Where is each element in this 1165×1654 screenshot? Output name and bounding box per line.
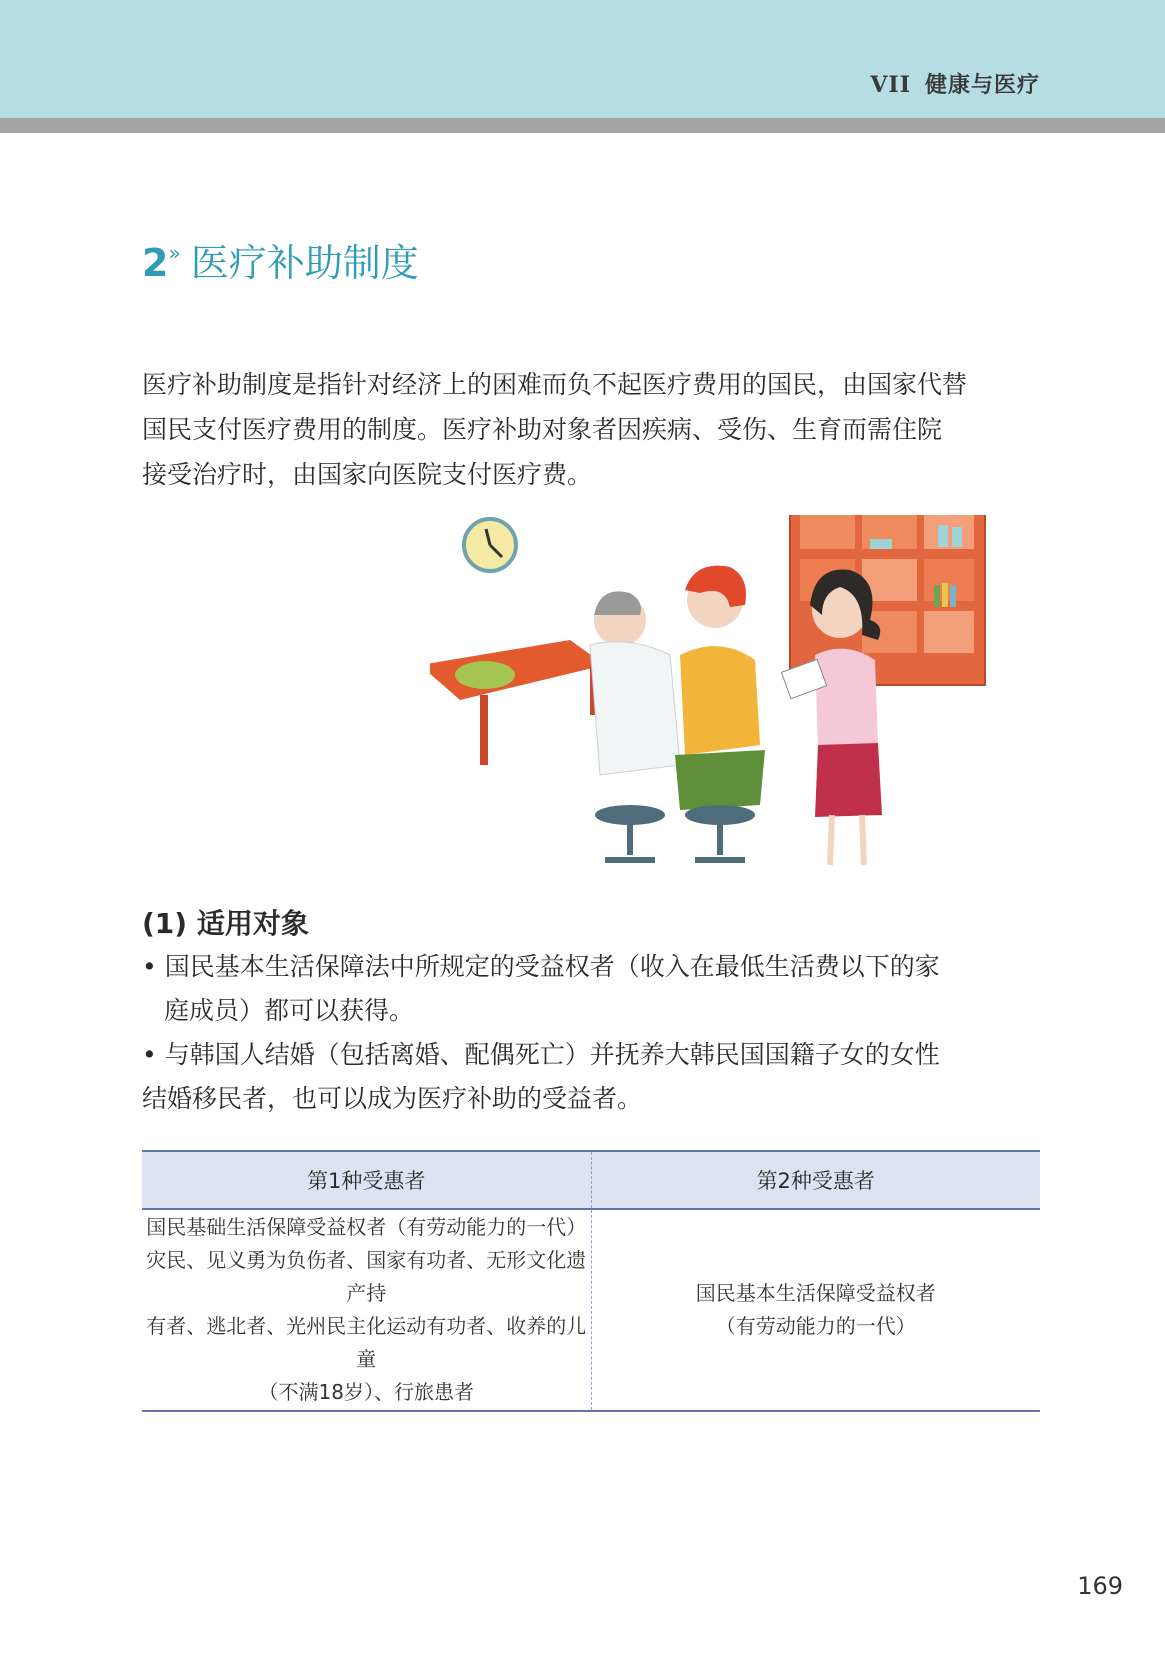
section-title xyxy=(142,232,419,287)
doctor-examination-illustration xyxy=(430,515,1040,885)
table-row xyxy=(142,1209,1040,1411)
column-header-type2: 第2种受惠者 xyxy=(591,1151,1040,1209)
table-header-row xyxy=(142,1151,1040,1209)
intro-line: 接受治疗时，由国家向医院支付医疗费。 xyxy=(142,460,593,489)
wall-clock-icon xyxy=(464,519,516,571)
intro-line: 国民支付医疗费用的制度。医疗补助对象者因疾病、受伤、生育而需住院 xyxy=(142,415,943,444)
list-item: • 与韩国人结婚（包括离婚、配偶死亡）并抚养大韩民国国籍子女的女性 xyxy=(142,1040,940,1069)
header-band xyxy=(0,0,1165,118)
intro-paragraph xyxy=(142,362,1042,497)
patient-figure xyxy=(675,566,765,860)
chapter-title: 健康与医疗 xyxy=(924,73,1040,98)
page-number: 169 xyxy=(1077,1572,1123,1600)
list-item-continuation: 结婚移民者，也可以成为医疗补助的受益者。 xyxy=(142,1084,643,1113)
section-number: 2 xyxy=(142,241,169,285)
eligibility-list xyxy=(142,945,1042,1121)
list-item-continuation: 庭成员）都可以获得。 xyxy=(164,996,415,1025)
cell-line: 国民基础生活保障受益权者（有劳动能力的一代） xyxy=(146,1215,587,1239)
chapter-heading xyxy=(870,68,1040,99)
cell-line: （有劳动能力的一代） xyxy=(715,1314,916,1338)
section-marker: » xyxy=(168,241,181,265)
header-rule xyxy=(0,118,1165,133)
type2-beneficiaries-cell xyxy=(591,1209,1040,1411)
cell-line: （不满18岁）、行旅患者 xyxy=(258,1380,474,1404)
examination-bed xyxy=(430,640,605,765)
beneficiary-table xyxy=(142,1150,1040,1412)
doctor-figure xyxy=(590,591,680,860)
chapter-number: VII xyxy=(870,72,911,98)
intro-line: 医疗补助制度是指针对经济上的困难而负不起医疗费用的国民，由国家代替 xyxy=(142,370,968,399)
type1-beneficiaries-cell xyxy=(142,1209,591,1411)
cell-line: 有者、逃北者、光州民主化运动有功者、收养的儿童 xyxy=(146,1314,587,1371)
list-item: • 国民基本生活保障法中所规定的受益权者（收入在最低生活费以下的家 xyxy=(142,952,940,981)
section-title-text: 医疗补助制度 xyxy=(190,241,419,285)
subsection-title: (1) 适用对象 xyxy=(142,907,309,940)
column-header-type1: 第1种受惠者 xyxy=(142,1151,591,1209)
cell-line: 灾民、见义勇为负伤者、国家有功者、无形文化遗产持 xyxy=(146,1248,587,1305)
cell-line: 国民基本生活保障受益权者 xyxy=(695,1281,936,1305)
